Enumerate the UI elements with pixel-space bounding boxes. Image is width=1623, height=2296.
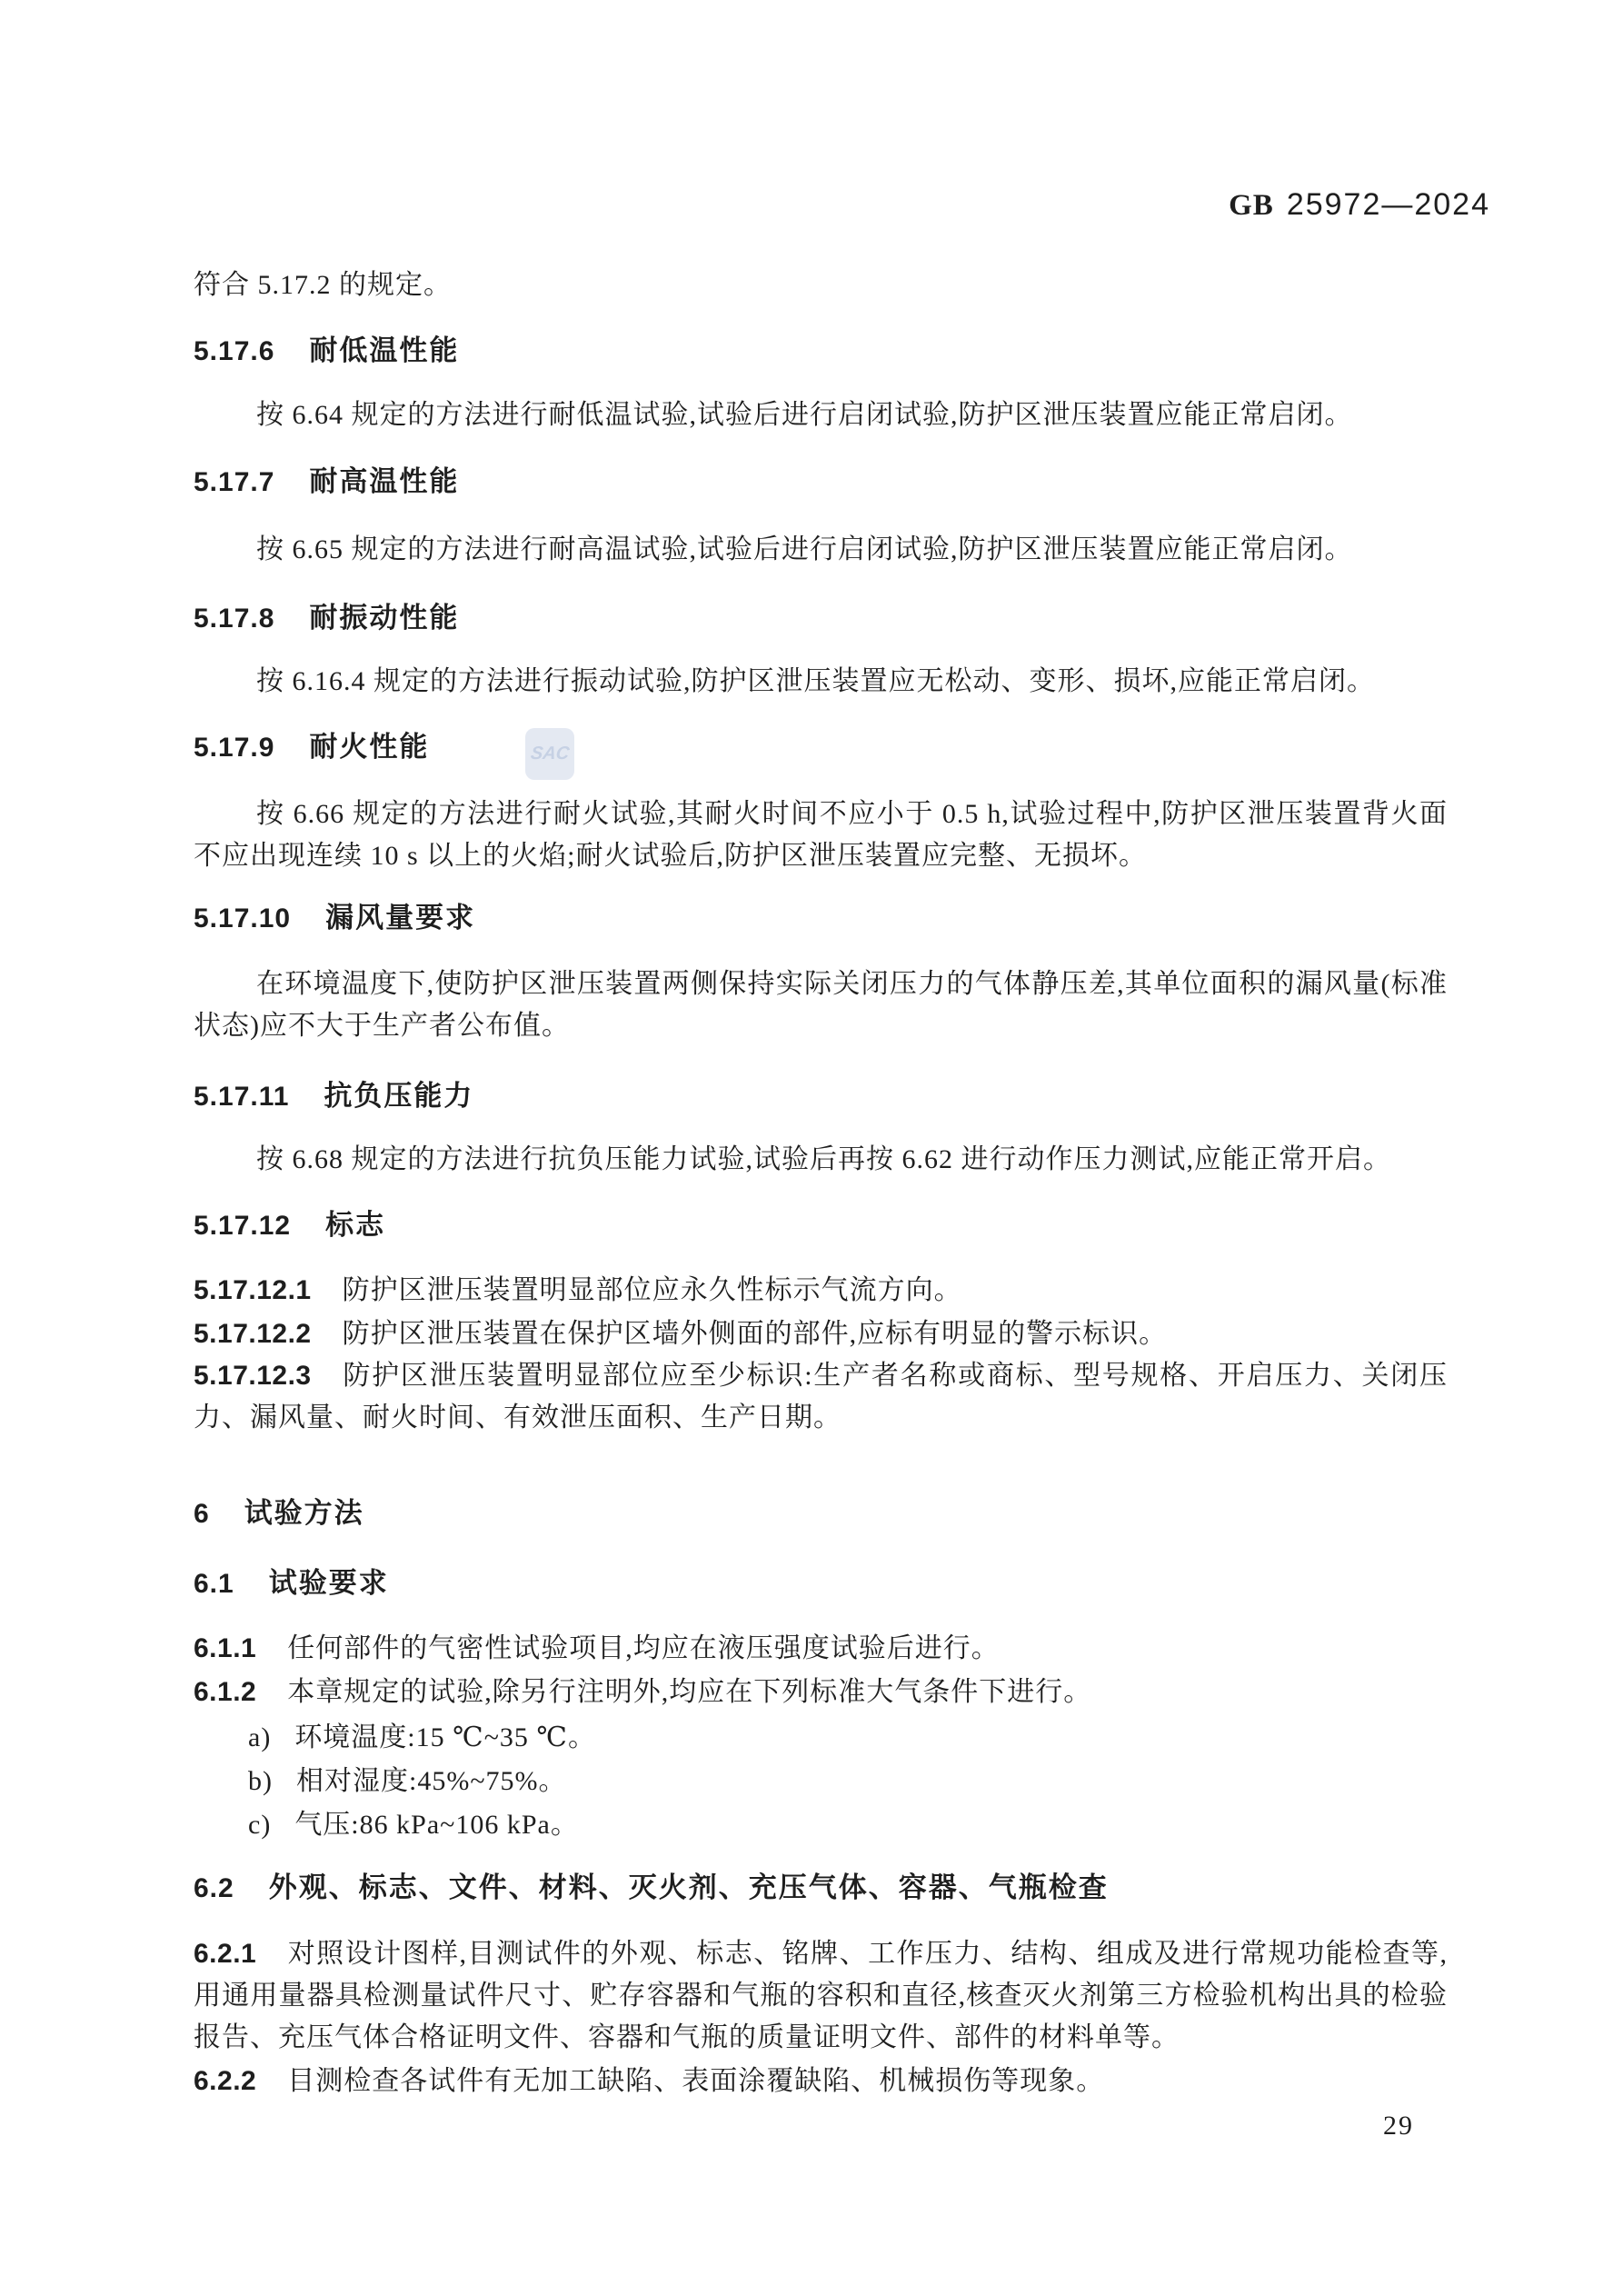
chapter-number: 6 bbox=[194, 1499, 210, 1529]
clause-text: 对照设计图样,目测试件的外观、标志、铭牌、工作压力、结构、组成及进行常规功能检查等,用通用量器具检测量试件尺寸、贮存容器和气瓶的容积和直径,核查灭火剂第三方检验机构出具的检验报告、充压气体合格证明文件、容器和气瓶的质量证明文件、部件的材料单等。 bbox=[194, 1939, 1448, 2052]
header-standard-code bbox=[1229, 187, 1490, 223]
section-heading-5-17-6 bbox=[194, 333, 1448, 370]
list-marker: b) bbox=[248, 1766, 273, 1796]
section-heading-5-17-7 bbox=[194, 464, 1448, 501]
clause-5-17-12-2 bbox=[194, 1313, 1448, 1355]
clause-text: 防护区泄压装置在保护区墙外侧面的部件,应标有明显的警示标识。 bbox=[342, 1319, 1168, 1349]
section-title: 耐高温性能 bbox=[309, 465, 460, 497]
section-heading-5-17-11 bbox=[194, 1078, 1448, 1115]
section-heading-6-2 bbox=[194, 1870, 1448, 1907]
section-title: 漏风量要求 bbox=[325, 902, 476, 933]
list-text: 气压:86 kPa~106 kPa。 bbox=[294, 1810, 579, 1840]
list-item-b bbox=[194, 1761, 1502, 1802]
clause-number: 6.1.2 bbox=[194, 1677, 257, 1707]
page-number: 29 bbox=[1383, 2111, 1414, 2141]
list-item-c bbox=[194, 1804, 1502, 1846]
section-title: 抗负压能力 bbox=[324, 1080, 474, 1112]
section-number: 5.17.10 bbox=[194, 903, 292, 933]
section-number: 5.17.9 bbox=[194, 733, 275, 763]
clause-number: 6.2.2 bbox=[194, 2066, 257, 2096]
list-text: 相对湿度:45%~75%。 bbox=[296, 1766, 567, 1796]
section-heading-5-17-9 bbox=[194, 729, 1448, 766]
section-title: 耐火性能 bbox=[309, 731, 430, 763]
clause-text: 防护区泄压装置明显部位应至少标识:生产者名称或商标、型号规格、开启压力、关闭压力、漏风量、耐火时间、有效泄压面积、生产日期。 bbox=[194, 1361, 1448, 1433]
clause-5-17-12-1 bbox=[194, 1270, 1448, 1312]
section-heading-5-17-8 bbox=[194, 600, 1448, 637]
paragraph: 按 6.68 规定的方法进行抗负压能力试验,试验后再按 6.62 进行动作压力测试,应能正常开启。 bbox=[256, 1144, 1391, 1174]
section-number: 5.17.6 bbox=[194, 336, 275, 366]
paragraph: 按 6.16.4 规定的方法进行振动试验,防护区泄压装置应无松动、变形、损坏,应能正常启闭。 bbox=[256, 666, 1375, 696]
paragraph-continuation: 符合 5.17.2 的规定。 bbox=[194, 270, 452, 300]
list-item-a bbox=[194, 1717, 1502, 1759]
chapter-title: 试验方法 bbox=[244, 1497, 364, 1529]
list-marker: a) bbox=[248, 1722, 272, 1752]
clause-5-17-12-3 bbox=[194, 1355, 1448, 1439]
clause-6-2-1 bbox=[194, 1933, 1448, 2059]
clause-number: 5.17.12.3 bbox=[194, 1361, 312, 1391]
clause-number: 5.17.12.2 bbox=[194, 1319, 312, 1349]
clause-number: 6.2.1 bbox=[194, 1939, 257, 1969]
clause-number: 5.17.12.1 bbox=[194, 1275, 312, 1305]
standard-code-number: 25972—2024 bbox=[1286, 187, 1490, 222]
section-title: 试验要求 bbox=[268, 1567, 389, 1599]
section-heading-5-17-10 bbox=[194, 900, 1448, 937]
section-number: 5.17.8 bbox=[194, 604, 275, 634]
list-text: 环境温度:15 ℃~35 ℃。 bbox=[294, 1722, 596, 1752]
section-number: 5.17.11 bbox=[194, 1082, 290, 1112]
section-heading-5-17-12 bbox=[194, 1207, 1448, 1244]
paragraph: 按 6.64 规定的方法进行耐低温试验,试验后进行启闭试验,防护区泄压装置应能正常启闭。 bbox=[256, 400, 1353, 430]
paragraph: 按 6.65 规定的方法进行耐高温试验,试验后进行启闭试验,防护区泄压装置应能正常启闭。 bbox=[256, 534, 1353, 564]
list-marker: c) bbox=[248, 1810, 272, 1840]
sac-watermark-text: SAC bbox=[529, 744, 571, 764]
section-title: 标志 bbox=[325, 1209, 386, 1241]
clause-6-1-2 bbox=[194, 1672, 1448, 1713]
clause-number: 6.1.1 bbox=[194, 1633, 257, 1663]
paragraph: 按 6.66 规定的方法进行耐火试验,其耐火时间不应小于 0.5 h,试验过程中,防护区泄压装置背火面不应出现连续 10 s 以上的火焰;耐火试验后,防护区泄压装置应完整、无损坏。 bbox=[194, 799, 1448, 871]
chapter-heading-6 bbox=[194, 1495, 1448, 1532]
section-heading-6-1 bbox=[194, 1565, 1448, 1602]
standard-code-prefix: GB bbox=[1229, 189, 1274, 222]
clause-text: 本章规定的试验,除另行注明外,均应在下列标准大气条件下进行。 bbox=[287, 1677, 1092, 1707]
paragraph: 在环境温度下,使防护区泄压装置两侧保持实际关闭压力的气体静压差,其单位面积的漏风量(标准状态)应不大于生产者公布值。 bbox=[194, 969, 1448, 1041]
section-number: 5.17.7 bbox=[194, 467, 275, 497]
clause-text: 防护区泄压装置明显部位应永久性标示气流方向。 bbox=[342, 1275, 962, 1305]
clause-6-1-1 bbox=[194, 1628, 1448, 1670]
section-number: 5.17.12 bbox=[194, 1211, 292, 1241]
section-title: 外观、标志、文件、材料、灭火剂、充压气体、容器、气瓶检查 bbox=[268, 1872, 1109, 1903]
clause-text: 目测检查各试件有无加工缺陷、表面涂覆缺陷、机械损伤等现象。 bbox=[287, 2066, 1105, 2096]
clause-text: 任何部件的气密性试验项目,均应在液压强度试验后进行。 bbox=[287, 1633, 1000, 1663]
clause-6-2-2 bbox=[194, 2061, 1448, 2102]
section-number: 6.1 bbox=[194, 1569, 234, 1599]
section-number: 6.2 bbox=[194, 1873, 234, 1903]
section-title: 耐振动性能 bbox=[309, 602, 460, 634]
section-title: 耐低温性能 bbox=[309, 334, 460, 366]
